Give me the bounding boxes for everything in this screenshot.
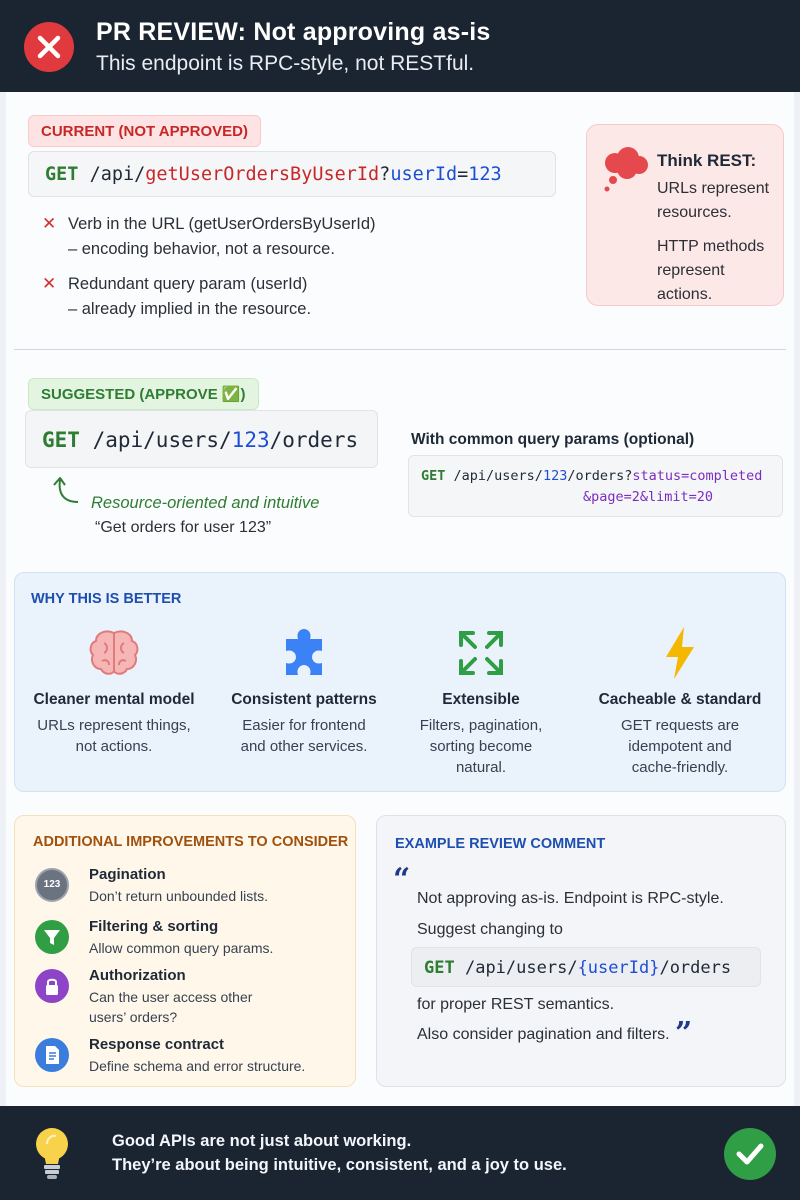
benefit-desc: GET requests are [620,717,740,734]
think-rest-text: HTTP methods [657,238,765,255]
suggested-quote: “Get orders for user 123” [95,519,272,536]
why-better-panel [14,572,786,792]
footer-text: Good APIs are not just about working. [112,1132,412,1150]
benefit-desc: not actions. [75,738,153,755]
page-subtitle: This endpoint is RPC-style, not RESTful. [96,52,475,75]
x-mark-icon: ✕ [42,274,57,293]
improvement-item [35,1036,345,1086]
improvement-item [35,918,345,968]
header-bar [0,0,800,92]
lock-icon [35,969,69,1003]
x-mark-icon: ✕ [42,214,57,233]
why-better-title: WHY THIS IS BETTER [31,591,182,607]
lightbulb-icon [30,1124,74,1189]
improvement-item [35,866,345,916]
benefit-desc: and other services. [240,738,368,755]
benefit-desc: URLs represent things, [37,717,191,734]
footer-bar [0,1106,800,1200]
section-divider [14,349,786,350]
benefit-item [209,623,399,783]
reject-icon [24,22,74,72]
additional-improvements-panel [14,815,356,1087]
close-quote-icon: ” [675,1016,693,1051]
think-rest-card [586,124,784,306]
curved-arrow-icon [50,474,84,513]
open-quote-icon: “ [393,862,411,897]
benefit-title: Cacheable & standard [598,691,762,708]
issue-line: – encoding behavior, not a resource. [68,240,335,258]
improvement-name: Authorization [89,967,186,984]
lightning-icon [585,623,775,687]
improvement-name: Pagination [89,866,166,883]
puzzle-icon [209,623,399,687]
suggested-endpoint-code: GET /api/users/123/orders [25,410,378,468]
benefit-title: Extensible [442,691,520,708]
suggested-note: Resource-oriented and intuitive [91,494,320,512]
example-review-title: EXAMPLE REVIEW COMMENT [395,836,606,852]
current-endpoint-code: GET /api/getUserOrdersByUserId?userId=123 [28,151,556,197]
query-params-title: With common query params (optional) [411,431,695,448]
review-text: for proper REST semantics. [417,996,615,1013]
page-title: PR REVIEW: Not approving as-is [96,18,491,46]
think-rest-text: URLs represent [657,180,770,197]
checkmark-icon [724,1128,776,1180]
benefit-title: Cleaner mental model [33,691,195,708]
additional-improvements-title: ADDITIONAL IMPROVEMENTS TO CONSIDER [33,834,349,850]
benefit-desc: Filters, pagination, [419,717,543,734]
counter-icon: 123 [35,868,69,902]
improvement-desc: Allow common query params. [89,940,274,956]
benefit-desc: sorting become [429,738,533,755]
think-rest-title: Think REST: [657,151,757,170]
benefit-desc: Easier for frontend [242,717,366,734]
review-code: GET /api/users/{userId}/orders [411,947,761,987]
benefit-desc: idempotent and [628,738,732,755]
issue-line: Redundant query param (userId) [68,275,308,293]
review-text: Suggest changing to [417,921,563,938]
improvement-desc: Define schema and error structure. [89,1058,306,1074]
footer-text: They’re about being intuitive, consistent, and a joy to use. [112,1156,567,1174]
improvement-item [35,967,345,1025]
benefit-desc: cache-friendly. [631,759,729,776]
issue-line: Verb in the URL (getUserOrdersByUserId) [68,215,376,233]
current-label-badge: CURRENT (NOT APPROVED) [28,115,261,147]
example-review-panel [376,815,786,1087]
think-rest-text: resources. [657,204,732,221]
document-icon [35,1038,69,1072]
benefit-item [19,623,209,783]
query-params-code: GET /api/users/123/orders?status=completed &page=2&limit=20 [408,455,783,517]
issue-line: – already implied in the resource. [68,300,312,318]
benefit-desc: natural. [455,759,507,776]
improvement-desc: Don’t return unbounded lists. [89,888,268,904]
brain-icon [19,623,209,687]
benefit-item [585,623,775,783]
thought-bubble-icon [601,145,651,200]
think-rest-text: represent actions. [657,262,725,303]
improvement-name: Response contract [89,1036,225,1053]
improvement-desc: users’ orders? [89,1009,178,1025]
suggested-label-badge: SUGGESTED (APPROVE ✅) [28,378,259,410]
review-text: Not approving as-is. Endpoint is RPC-style. [417,890,724,907]
benefit-item [386,623,576,783]
filter-icon [35,920,69,954]
expand-arrows-icon [386,623,576,687]
review-text: Also consider pagination and filters. [417,1026,670,1043]
improvement-name: Filtering & sorting [89,918,219,935]
improvement-desc: Can the user access other [89,989,253,1005]
benefit-title: Consistent patterns [231,691,377,708]
